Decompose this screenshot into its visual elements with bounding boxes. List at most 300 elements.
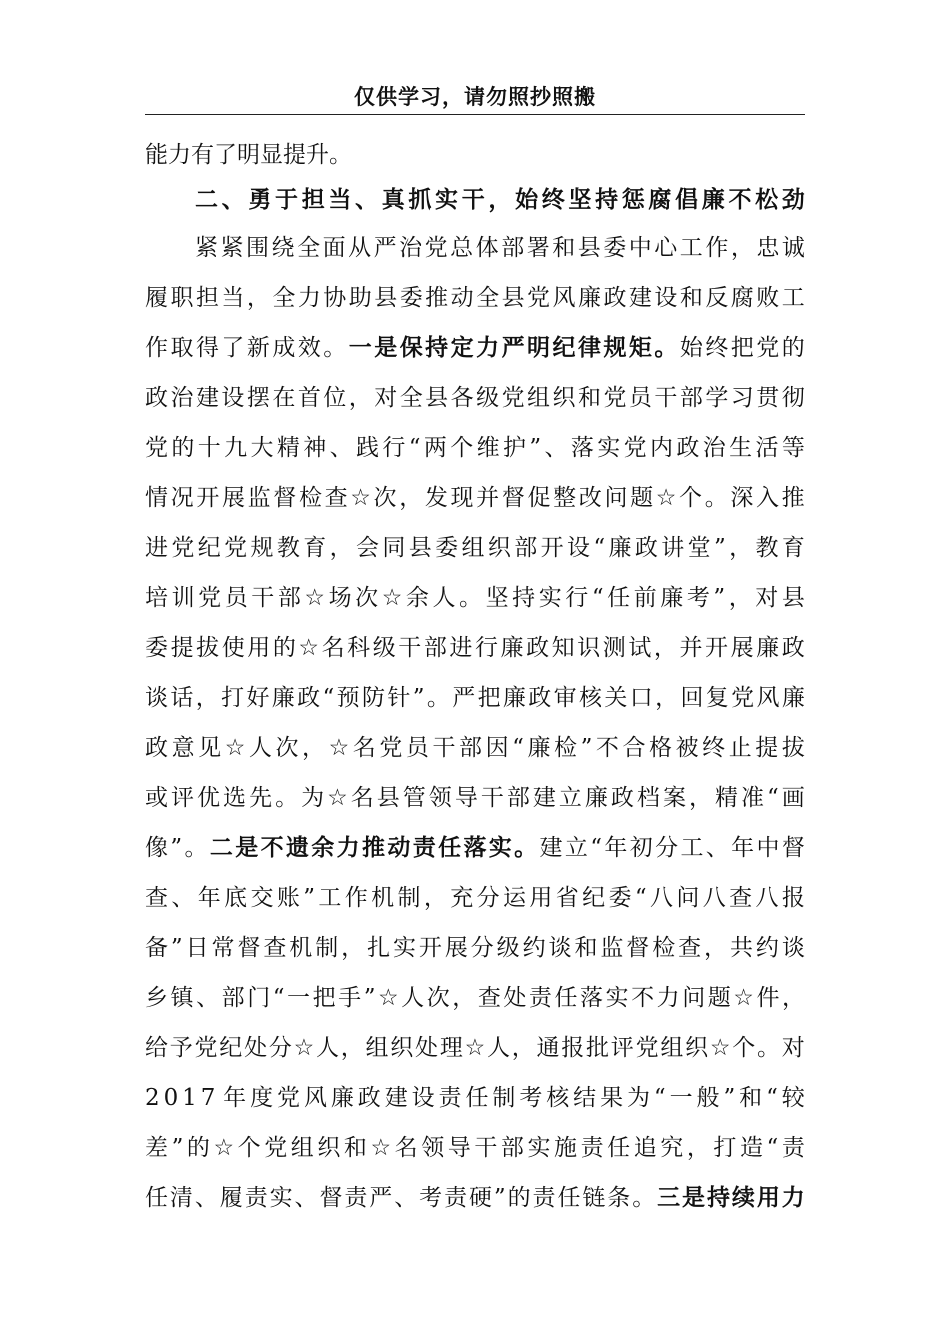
bold-char: 一 [348,334,372,361]
char: 督 [273,485,297,511]
char: ☆ [733,985,754,1011]
char: 任 [557,1185,581,1211]
char: 用 [529,885,553,911]
char: 提 [755,735,779,761]
char: 和 [574,935,598,961]
char: 准 [740,785,764,811]
char: 识 [577,635,601,661]
char: 、 [196,985,220,1011]
char: ， [511,1035,535,1061]
char: 和 [552,235,576,261]
bold-char: 干 [461,186,485,213]
char: 县 [501,285,525,311]
char: 般 [696,1085,720,1111]
char: 镇 [170,985,194,1011]
char: 政 [297,685,321,711]
bold-char: 严 [501,334,525,361]
char: 分 [268,1035,292,1061]
char: 设 [411,1085,435,1111]
char: 廉 [527,735,551,761]
char: ， [653,635,677,661]
char: 硬 [468,1185,492,1211]
char: 忠 [756,235,780,261]
char: 党 [623,435,647,461]
bold-char: 明 [527,334,551,361]
char: 分 [476,885,500,911]
char: 发 [424,485,448,511]
char: 画 [781,785,805,811]
bold-char: 不 [260,834,284,861]
bold-char: 终 [541,186,565,213]
char: 终 [702,735,726,761]
char: 严 [373,235,397,261]
char: 较 [781,1085,805,1111]
bold-char: 保 [399,334,423,361]
char: 查 [729,885,753,911]
char: 了 [214,142,237,168]
char: 监 [600,935,624,961]
char: 政 [357,1085,381,1111]
char: 彻 [781,385,805,411]
char: 年 [197,885,221,911]
char: 风 [552,285,576,311]
char: 和 [577,385,601,411]
char: 立 [558,785,582,811]
char: 廉 [781,685,805,711]
char: 九 [224,435,248,461]
char: ” [171,1135,184,1161]
char: 名 [321,635,345,661]
char: 检 [554,735,578,761]
char: 党 [171,535,195,561]
char: 2 [145,1085,160,1111]
char: “ [593,535,606,561]
char: 廉 [500,635,524,661]
char: 手 [338,985,362,1011]
char: 成 [272,335,296,361]
char: 人 [401,985,425,1011]
bold-char: 矩 [628,334,652,361]
char: 检 [298,485,322,511]
char: 规 [250,535,274,561]
char: 培 [145,585,168,611]
char: 报 [781,885,805,911]
bold-char: 二 [195,186,218,213]
char: ” [493,1185,506,1211]
char: 履 [145,285,168,311]
char: 人 [315,1035,339,1061]
char: 提 [283,142,306,168]
char: 中 [756,835,780,861]
char: 党 [756,335,780,361]
char: 全 [272,285,296,311]
char: 政 [676,435,700,461]
char: 任 [607,1135,631,1161]
char: 总 [450,235,474,261]
char: 关 [604,685,628,711]
char: 因 [485,735,509,761]
bold-char: 落 [463,834,487,861]
char: 设 [654,285,678,311]
char: 精 [714,785,738,811]
char: 度 [250,1085,274,1111]
char: 查 [477,985,501,1011]
char: 追 [633,1135,657,1161]
char: ☆ [381,585,403,611]
char: 政 [781,635,805,661]
char: 政 [634,535,658,561]
char: 予 [169,1035,193,1061]
text-line [145,533,805,563]
char: 次 [373,485,397,511]
char: 问 [676,885,700,911]
bold-char: 定 [450,334,474,361]
char: 严 [452,685,476,711]
char: 意 [171,735,195,761]
text-line [145,1183,805,1213]
char: 合 [622,735,646,761]
char: 档 [636,785,660,811]
char: ☆ [213,1135,235,1161]
char: 委 [603,235,627,261]
bold-char: 持 [425,334,449,361]
char: “ [767,785,779,811]
char: 制 [315,935,339,961]
char: 履 [219,1185,243,1211]
char: 建 [532,785,556,811]
char: 复 [705,685,729,711]
char: ” [303,885,316,911]
char: “ [590,835,602,861]
char: ， [729,535,753,561]
char: 败 [756,285,780,311]
char: 责 [532,1185,556,1211]
char: 拔 [781,735,805,761]
char: 位 [323,385,347,411]
char: “ [322,685,335,711]
char: 被 [675,735,699,761]
char: 织 [390,1035,414,1061]
char: 对 [755,585,779,611]
char: 好 [246,685,270,711]
char: 1 [182,1085,197,1111]
char: 任 [145,1185,168,1211]
char: 领 [428,785,452,811]
char: 报 [561,1035,585,1061]
char: 八 [650,885,674,911]
char: 导 [454,785,478,811]
char: ， [348,385,372,411]
char: ， [423,885,447,911]
char: ” [363,985,376,1011]
char: 展 [221,485,245,511]
text-line [145,283,805,313]
text-line [145,683,805,713]
char: 话 [170,685,194,711]
bold-char: 实 [435,186,459,213]
char: 县 [781,585,805,611]
char: ☆ [304,585,325,611]
char: “ [591,585,604,611]
char: 纪 [219,1035,243,1061]
char: 试 [628,635,652,661]
char: 新 [246,335,270,361]
bold-char: 。 [514,834,538,861]
char: 摆 [246,385,270,411]
char: 级 [476,385,500,411]
char: 个 [450,435,474,461]
char: 行 [382,435,406,461]
char: 党 [635,1035,659,1061]
char: 用 [247,635,271,661]
char: 导 [447,1135,471,1161]
char: 两 [423,435,447,461]
char: 检 [652,935,676,961]
char: ， [302,735,325,761]
char: 7 [200,1085,216,1111]
char: 全 [399,385,423,411]
char: 取 [170,335,194,361]
char: “ [634,885,647,911]
char: ， [399,485,423,511]
bold-char: 腐 [648,186,672,213]
char: 建 [628,285,652,311]
char: 效 [297,335,321,361]
char: 工 [679,235,703,261]
char: 使 [221,635,245,661]
char: 科 [347,635,371,661]
char: 级 [372,635,396,661]
char: 备 [145,935,168,961]
char: 面 [322,235,346,261]
char: ☆ [350,485,371,511]
char: 县 [408,535,432,561]
bold-char: 纪 [552,334,576,361]
char: 员 [628,385,652,411]
char: “ [272,985,285,1011]
text-line [145,483,805,513]
char: 组 [365,1035,389,1061]
char: 开 [418,935,442,961]
char: 党 [198,585,222,611]
char: 促 [527,485,551,511]
char: 充 [450,885,474,911]
char: “ [408,435,421,461]
char: 责 [781,1135,805,1161]
char: ☆ [328,735,350,761]
char: 力 [297,285,321,311]
char: 内 [650,435,674,461]
char: 优 [197,785,221,811]
char: 贯 [756,385,780,411]
char: 员 [224,585,248,611]
char: 、 [329,435,353,461]
text-line [145,333,805,363]
char: 、 [394,1185,418,1211]
char: 部 [423,635,447,661]
char: 中 [628,235,652,261]
char: ☆ [370,1135,392,1161]
char: 习 [730,385,754,411]
char: 活 [755,435,779,461]
char: 为 [301,785,325,811]
char: 情 [145,485,168,511]
char: 廉 [577,285,601,311]
char: 同 [382,535,406,561]
char: 交 [250,885,274,911]
char: 行 [474,635,498,661]
char: 党 [194,1035,218,1061]
char: 处 [503,985,527,1011]
char: 严 [369,1185,393,1211]
char: 干 [654,385,678,411]
char: 像 [145,835,168,861]
char: 干 [432,735,456,761]
char: 并 [476,485,500,511]
char: 委 [399,285,423,311]
char: 条 [607,1185,631,1211]
char: 治 [170,385,194,411]
char: 委 [608,885,632,911]
char: 力 [656,985,680,1011]
char: 况 [170,485,194,511]
char: 党 [603,385,627,411]
char: ” [714,535,726,561]
char: 、 [705,835,729,861]
bold-char: 续 [731,1184,755,1211]
char: 县 [425,385,449,411]
char: 部 [221,985,245,1011]
char: 题 [707,985,731,1011]
char: 建 [384,1085,408,1111]
char: 八 [702,885,726,911]
char: 十 [197,435,221,461]
char: 的 [171,435,195,461]
char: 余 [405,585,429,611]
text-line [145,633,805,663]
char: 个 [237,1135,261,1161]
char: 干 [480,785,504,811]
text-line [145,933,805,963]
char: 训 [171,585,195,611]
char: 开 [540,535,564,561]
char: 约 [755,935,779,961]
char: ☆ [293,1035,315,1061]
char: 作 [705,235,729,261]
char: 果 [600,1085,624,1111]
char: 。 [184,835,208,861]
char: 反 [705,285,729,311]
bold-char: ， [488,186,512,213]
char: 督 [237,935,261,961]
char: 推 [781,485,805,511]
char: 委 [145,635,168,661]
char: 治 [702,435,726,461]
char: 廉 [584,785,608,811]
char: 护 [503,435,527,461]
bold-char: 律 [577,334,601,361]
char: ， [246,285,270,311]
char: 处 [415,1035,439,1061]
char: 年 [731,835,755,861]
char: 党 [501,385,525,411]
char: 个 [679,485,703,511]
char: 或 [145,785,168,811]
char: 选 [223,785,247,811]
char: 一 [287,985,311,1011]
char: 政 [145,385,168,411]
char: 年 [223,1085,247,1111]
char: 大 [250,435,274,461]
char: 为 [627,1085,650,1111]
bold-char: 坚 [568,186,592,213]
char: 责 [580,1135,604,1161]
char: ☆ [224,735,246,761]
char: 讲 [661,535,685,561]
char: 批 [586,1035,610,1061]
text-line [145,383,805,413]
char: 党 [379,735,403,761]
char: 。 [757,1035,781,1061]
char: “ [653,1085,666,1111]
char: 对 [781,1035,805,1061]
char: 持 [512,585,536,611]
bold-char: 。 [654,334,678,361]
char: ☆ [378,985,399,1011]
char: 实 [597,435,621,461]
bold-char: 倡 [675,186,699,213]
char: 政 [603,285,627,311]
char: 究 [660,1135,684,1161]
char: 机 [289,935,313,961]
char: “ [766,1085,778,1111]
char: 八 [755,885,779,911]
char: ， [782,985,805,1011]
char: 给 [145,1035,168,1061]
char: 紧 [220,235,244,261]
char: 件 [756,985,780,1011]
char: 织 [317,1135,341,1161]
char: 干 [251,585,275,611]
char: 。 [632,1185,656,1211]
char: 的 [186,1135,210,1161]
char: 改 [578,485,602,511]
char: 责 [444,1185,468,1211]
char: 一 [669,1085,693,1111]
char: 问 [682,985,706,1011]
char: 织 [552,385,576,411]
char: 廉 [608,535,632,561]
char: ☆ [709,1035,731,1061]
bold-char: 、 [221,186,245,213]
char: 县 [376,785,400,811]
char: 问 [604,485,628,511]
bold-char: 用 [756,1184,780,1211]
char: ， [704,935,728,961]
char: 协 [323,285,347,311]
char: 打 [221,685,245,711]
char: 风 [303,1085,327,1111]
char: ” [713,585,726,611]
char: 初 [629,835,653,861]
char: 对 [374,385,398,411]
char: 实 [605,985,629,1011]
char: 责 [244,1185,268,1211]
char: 打 [713,1135,737,1161]
char: 廉 [660,585,684,611]
char: 现 [450,485,474,511]
char: 督 [781,835,805,861]
